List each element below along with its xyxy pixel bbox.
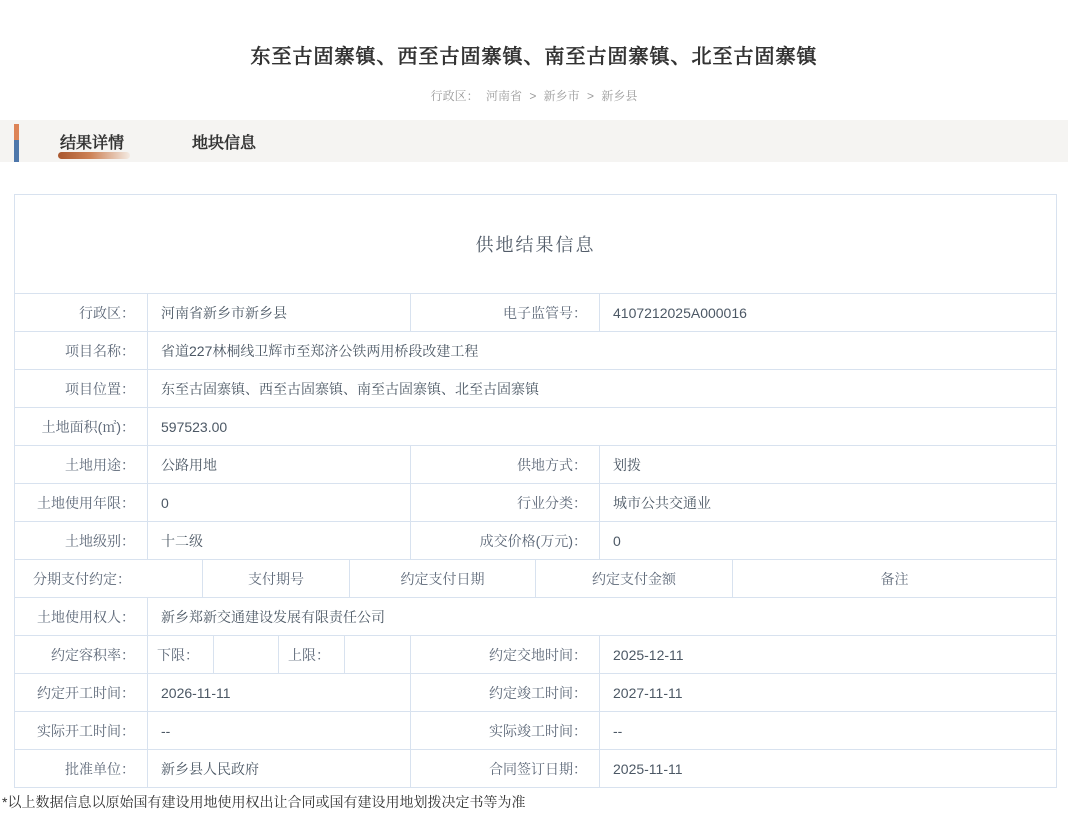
field-value: 十二级 — [147, 522, 410, 559]
field-label: 合同签订日期： — [410, 750, 599, 787]
tab-list — [60, 120, 256, 162]
field-value: -- — [147, 712, 410, 749]
field-value: 2026-11-11 — [147, 674, 410, 711]
breadcrumb-province[interactable]: 河南省 — [485, 89, 522, 103]
field-value: 2025-11-11 — [599, 750, 1056, 787]
table-row-agreed-start-date — [15, 673, 1056, 711]
accent-stripe-orange-icon — [14, 124, 19, 140]
field-label: 批准单位： — [65, 760, 135, 777]
table-row-actual-start-date — [15, 711, 1056, 749]
field-value: 0 — [599, 522, 1056, 559]
field-value: 东至古固寨镇、西至古固寨镇、南至古固寨镇、北至古固寨镇 — [147, 370, 1056, 407]
field-label: 电子监管号： — [410, 294, 599, 331]
table-row-land-grade — [15, 521, 1056, 559]
table-row-land-user — [15, 597, 1056, 635]
footnote: *以上数据信息以原始国有建设用地使用权出让合同或国有建设用地划拨决定书等为准 — [2, 794, 526, 810]
field-value: 4107212025A000016 — [599, 294, 1056, 331]
supply-result-table — [14, 194, 1057, 788]
field-label: 土地使用年限： — [37, 494, 135, 511]
field-value: -- — [599, 712, 1056, 749]
field-label: 实际开工时间： — [37, 722, 135, 739]
field-sublabel-lower-limit: 下限： — [147, 636, 213, 673]
field-value-upper-limit — [344, 636, 410, 673]
table-row-project-location — [15, 369, 1056, 407]
breadcrumb-separator: > — [587, 89, 595, 103]
breadcrumb-county[interactable]: 新乡县 — [601, 89, 638, 103]
accent-stripe-blue-icon — [14, 140, 19, 162]
field-label: 约定开工时间： — [37, 684, 135, 701]
field-value: 2025-12-11 — [599, 636, 1056, 673]
field-value: 划拨 — [599, 446, 1056, 483]
field-label: 土地用途： — [65, 456, 135, 473]
field-label: 行政区： — [79, 304, 135, 321]
page-title: 东至古固寨镇、西至古固寨镇、南至古固寨镇、北至古固寨镇 — [250, 46, 818, 68]
field-value-lower-limit — [213, 636, 278, 673]
field-label: 供地方式： — [410, 446, 599, 483]
field-value: 2027-11-11 — [599, 674, 1056, 711]
field-label: 土地面积(㎡)： — [41, 418, 135, 435]
table-row-approval-authority — [15, 749, 1056, 787]
table-row-plot-ratio — [15, 635, 1056, 673]
field-label: 项目名称： — [65, 342, 135, 359]
table-title: 供地结果信息 — [475, 235, 596, 255]
field-label: 行业分类： — [410, 484, 599, 521]
table-row-project-name — [15, 331, 1056, 369]
field-value: 城市公共交通业 — [599, 484, 1056, 521]
table-row-land-area — [15, 407, 1056, 445]
tab-result-details[interactable] — [60, 120, 124, 162]
tab-result-details-label: 结果详情 — [60, 134, 125, 152]
breadcrumb — [0, 87, 1068, 104]
field-sublabel-upper-limit: 上限： — [278, 636, 344, 673]
field-label: 土地使用权人： — [37, 608, 135, 625]
field-value: 597523.00 — [147, 408, 1056, 445]
column-header-pay-date: 约定支付日期 — [349, 560, 535, 597]
field-label: 项目位置： — [65, 380, 135, 397]
table-row-use-term — [15, 483, 1056, 521]
table-row-installment-payment — [15, 559, 1056, 597]
field-value: 0 — [147, 484, 410, 521]
field-label: 成交价格(万元)： — [410, 522, 599, 559]
tab-parcel-info-label: 地块信息 — [192, 134, 257, 152]
tab-bar — [0, 120, 1068, 162]
field-label: 约定容积率： — [51, 646, 135, 663]
breadcrumb-separator: > — [529, 89, 537, 103]
accent-stripe-icon — [14, 124, 19, 162]
table-row-land-use — [15, 445, 1056, 483]
field-value: 公路用地 — [147, 446, 410, 483]
table-row-admin-region — [15, 293, 1056, 331]
field-label: 约定交地时间： — [410, 636, 599, 673]
field-label: 实际竣工时间： — [410, 712, 599, 749]
field-value: 河南省新乡市新乡县 — [147, 294, 410, 331]
field-label: 分期支付约定： — [33, 570, 131, 587]
column-header-pay-amount: 约定支付金额 — [535, 560, 732, 597]
breadcrumb-city[interactable]: 新乡市 — [543, 89, 580, 103]
table-title-row — [15, 195, 1056, 293]
field-value: 新乡县人民政府 — [147, 750, 410, 787]
tab-parcel-info[interactable] — [192, 120, 256, 162]
field-label: 土地级别： — [65, 532, 135, 549]
active-tab-underline — [58, 152, 130, 159]
column-header-remark: 备注 — [732, 560, 1056, 597]
field-value: 省道227林桐线卫辉市至郑济公铁两用桥段改建工程 — [147, 332, 1056, 369]
field-label: 约定竣工时间： — [410, 674, 599, 711]
breadcrumb-label: 行政区： — [430, 89, 479, 103]
column-header-pay-number: 支付期号 — [202, 560, 349, 597]
field-value: 新乡郑新交通建设发展有限责任公司 — [147, 598, 1056, 635]
